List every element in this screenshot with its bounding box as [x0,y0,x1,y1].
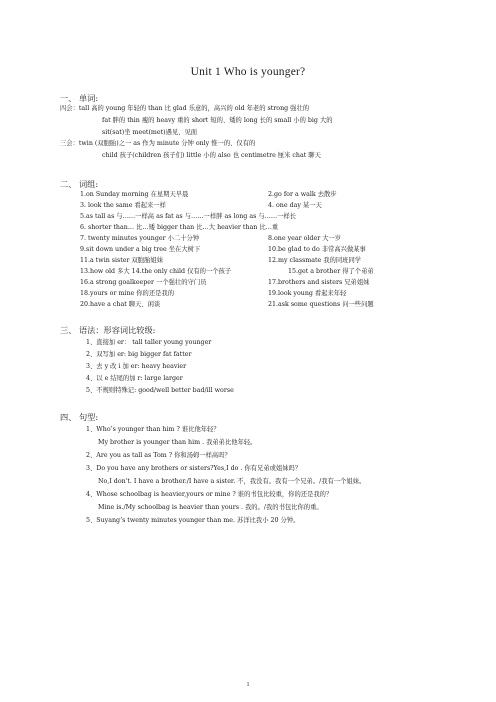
sentence-line: Mine is./My schoolbag is heavier than yours . 我的。/我的书包比你的重。 [98,504,323,511]
vocab-line: child 孩子(children 孩子们) little 小的 also 也 centimetre 厘米 chat 聊天 [102,152,321,159]
sentence-line: 1、Who’s younger than him ? 谁比他年轻？ [86,426,220,433]
phrase-item: 18.yours or mine 你的还是我的 [80,290,175,297]
sentence-line: 2、Are you as tall as Tom ? 你和汤姆一样高吗？ [86,452,231,459]
sentence-line: 4、Whose schoolbag is heavier,yours or mine ? 谁的书包比较重，你的还是我的？ [86,491,333,498]
sentence-line: No,I don't. I have a brother./I have a sister. 不，我没有。我有一个兄弟。/我有一个姐妹。 [98,478,366,485]
phrase-item: 21.ask some questions 问一些问题 [268,301,374,308]
vocab-line: fat 胖的 thin 瘦的 heavy 重的 short 短的、矮的 long 长的 small 小的 big 大的 [102,117,333,124]
vocab-line: 三会：twin (双胞胎)之一 as 作为 minute 分钟 only 惟一的、仅有的 [60,140,256,147]
section-phrases-heading: 二、 词组: [60,179,99,189]
phrase-item: 12.my classmate 我的同班同学 [268,257,362,264]
phrase-item: 17.brothers and sisters 兄弟姐妹 [268,279,370,286]
phrase-item: 13.how old 多大 14.the only child 仅有的一个孩子 [80,268,232,275]
document-title: Unit 1 Who is younger? [190,66,306,78]
phrase-item: 10.be glad to do 非常高兴做某事 [268,246,366,253]
phrase-item: 5.as tall as 与……一样高 as fat as 与……一样胖 as long as 与……一样长 [80,213,297,220]
phrase-item: 6. shorter than… 比…矮 bigger than 比…大 heavier than 比…重 [80,224,279,231]
phrase-item: 16.a strong goalkeeper 一个强壮的守门员 [80,279,207,286]
vocab-line: 四会：tall 高的 young 年轻的 than 比 glad 乐意的，高兴的 old 年老的 strong 强壮的 [60,105,310,112]
phrase-item: 19.look young 看起来年轻 [268,290,347,297]
grammar-rule: 3、去 y 改 i 加 er: heavy heavier [86,363,187,370]
grammar-rule: 4、以 e 结尾的加 r: large larger [86,375,183,382]
phrase-item: 2.go for a walk 去散步 [268,191,337,198]
phrase-item: 7. twenty minutes younger 小二十分钟 [80,235,200,242]
page-number: 1 [246,682,250,688]
section-vocabulary-heading: 一、 单词: [60,93,99,103]
section-sentences-heading: 四、 句型: [60,412,99,422]
sentence-line: 5、Suyang’s twenty minutes younger than me. 苏洋比我小 20 分钟。 [86,517,300,524]
section-grammar-heading: 三、 语法：形容词比较级: [60,325,156,335]
grammar-rule: 1、直接加 er： tall taller young younger [86,339,212,346]
phrase-item: 20.have a chat 聊天、闲谈 [80,301,161,308]
phrase-item: 8.one year older 大一岁 [268,235,342,242]
phrase-item: 1.on Sunday morning 在星期天早晨 [80,191,189,198]
vocab-line: sit(sat)坐 meet(met)遇见、见面 [102,129,198,136]
phrase-item: 11.a twin sister 双胞胎姐妹 [80,257,163,264]
grammar-rule: 5、不规则特殊记: good/well better bad/ill worse [86,387,234,394]
grammar-rule: 2、双写加 er: big bigger fat fatter [86,351,192,358]
phrase-item: 4. one day 某一天 [268,202,322,209]
phrase-item: 3. look the same 看起来一样 [80,202,166,209]
sentence-line: My brother is younger than him . 我弟弟比他年轻。 [98,439,257,446]
sentence-line: 3、Do you have any brothers or sisters?Yes,I do . 你有兄弟或姐妹吗？ [86,465,302,472]
phrase-item: 9.sit down under a big tree 坐在大树下 [80,246,201,253]
phrase-item: 15.get a brother 得了个弟弟 [288,268,374,275]
